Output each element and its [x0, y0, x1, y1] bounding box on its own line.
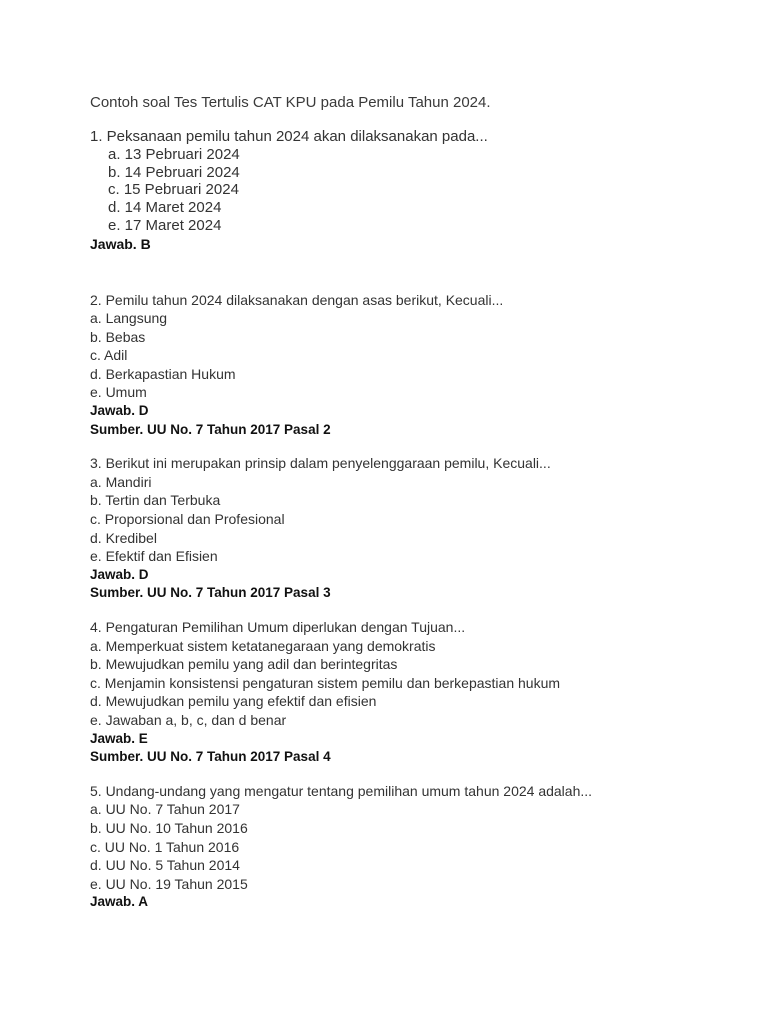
option-c: c. UU No. 1 Tahun 2016: [90, 838, 240, 855]
answer-text: Jawab. B: [90, 235, 151, 252]
question-block-5: [90, 782, 730, 912]
option-e: e. Efektif dan Efisien: [90, 548, 218, 565]
answer-text: Jawab. D: [90, 403, 149, 419]
option-b: b. Bebas: [90, 328, 146, 345]
option-d: d. UU No. 5 Tahun 2014: [90, 857, 240, 874]
question-block-1: [90, 128, 730, 253]
document-title: Contoh soal Tes Tertulis CAT KPU pada Pemilu Tahun 2024.: [90, 94, 491, 111]
option-a: a. Langsung: [90, 310, 168, 327]
option-e: e. Jawaban a, b, c, dan d benar: [90, 711, 287, 728]
option-c: c. Proporsional dan Profesional: [90, 511, 285, 528]
question-text: 3. Berikut ini merupakan prinsip dalam penyelenggaraan pemilu, Kecuali...: [90, 455, 551, 472]
options-list: [90, 146, 730, 235]
option-e: e. UU No. 19 Tahun 2015: [90, 875, 248, 892]
option-b: b. 14 Pebruari 2024: [108, 163, 240, 181]
answer-text: Jawab. E: [90, 730, 148, 746]
option-a: a. Mandiri: [90, 473, 152, 490]
document-page: [90, 93, 730, 912]
option-c: c. Adil: [90, 347, 128, 364]
option-c: c. 15 Pebruari 2024: [108, 181, 239, 199]
source-text: Sumber. UU No. 7 Tahun 2017 Pasal 4: [90, 749, 331, 765]
option-d: d. Berkapastian Hukum: [90, 365, 236, 382]
option-b: b. Tertin dan Terbuka: [90, 492, 221, 509]
option-d: d. Kredibel: [90, 529, 157, 546]
option-d: d. Mewujudkan pemilu yang efektif dan efisien: [90, 693, 377, 710]
question-block-2: [90, 291, 730, 440]
question-text: 4. Pengaturan Pemilihan Umum diperlukan dengan Tujuan...: [90, 619, 466, 636]
question-block-4: [90, 618, 730, 767]
option-d: d. 14 Maret 2024: [108, 199, 222, 217]
option-e: e. 17 Maret 2024: [108, 216, 222, 234]
question-text: 5. Undang-undang yang mengatur tentang pemilihan umum tahun 2024 adalah...: [90, 782, 593, 799]
option-a: a. Memperkuat sistem ketatanegaraan yang demokratis: [90, 637, 436, 654]
answer-text: Jawab. D: [90, 566, 149, 582]
option-c: c. Menjamin konsistensi pengaturan sistem pemilu dan berkepastian hukum: [90, 674, 561, 691]
source-text: Sumber. UU No. 7 Tahun 2017 Pasal 2: [90, 421, 331, 437]
option-a: a. UU No. 7 Tahun 2017: [90, 801, 240, 818]
question-block-3: [90, 454, 730, 603]
option-b: b. UU No. 10 Tahun 2016: [90, 819, 248, 836]
option-b: b. Mewujudkan pemilu yang adil dan berintegritas: [90, 656, 398, 673]
option-a: a. 13 Pebruari 2024: [108, 146, 240, 163]
option-e: e. Umum: [90, 384, 147, 401]
question-text: 1. Peksanaan pemilu tahun 2024 akan dilaksanakan pada...: [90, 128, 488, 145]
question-text: 2. Pemilu tahun 2024 dilaksanakan dengan asas berikut, Kecuali...: [90, 291, 504, 308]
source-text: Sumber. UU No. 7 Tahun 2017 Pasal 3: [90, 585, 331, 601]
answer-text: Jawab. A: [90, 894, 149, 910]
